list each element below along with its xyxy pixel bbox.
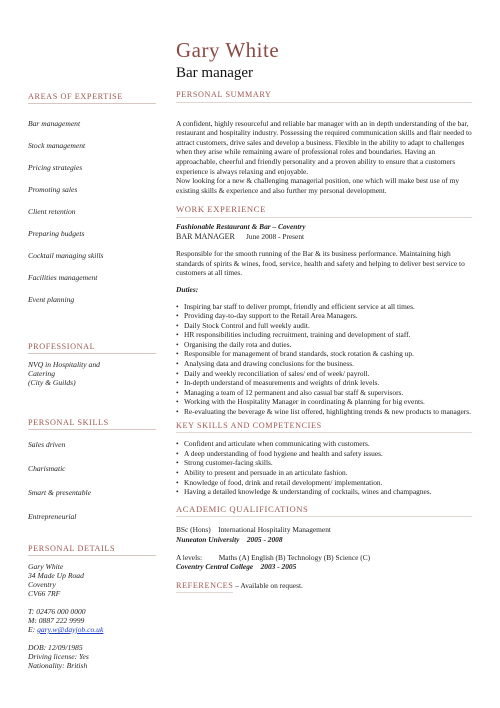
areas-of-expertise-heading: AREAS OF EXPERTISE	[28, 92, 156, 104]
professional-line: (City & Guilds)	[28, 378, 76, 387]
contact-block	[28, 607, 156, 634]
duty-item: • Daily Stock Control and full weekly audit.	[176, 321, 472, 331]
duty-item: • Inspiring bar staff to deliver prompt, friendly and efficient service at all times.	[176, 302, 472, 312]
telephone: T: 02476 000 0000	[28, 607, 86, 616]
duty-item: • Daily and weekly reconciliation of sales/ end of week/ payroll.	[176, 369, 472, 379]
sidebar	[28, 92, 156, 670]
duty-item: • Responsible for management of brand standards, stock rotation & cashing up.	[176, 349, 472, 359]
duty-item: • Providing day-to-day support to the Retail Area Managers.	[176, 311, 472, 321]
expertise-item: Pricing strategies	[28, 163, 83, 172]
candidate-role: Bar manager	[176, 65, 254, 81]
address-line: Coventry	[28, 580, 56, 589]
personal-skills-list	[28, 440, 156, 532]
job-dates: June 2008 - Present	[246, 231, 305, 241]
main-content	[176, 90, 472, 590]
key-skill-item: • Confident and articulate when communicating with customers.	[176, 439, 472, 449]
key-skills-list	[176, 439, 472, 497]
personal-summary-heading: PERSONAL SUMMARY	[176, 90, 472, 103]
skill-item: Smart & presentable	[28, 488, 91, 497]
expertise-list	[28, 119, 156, 317]
references-row	[176, 581, 472, 591]
expertise-item: Bar management	[28, 119, 81, 128]
academic-heading: ACADEMIC QUALIFICATIONS	[176, 505, 472, 518]
university: Nuneaton University 2005 - 2008	[176, 534, 283, 544]
personal-details-heading: PERSONAL DETAILS	[28, 544, 156, 556]
job-title: BAR MANAGER	[176, 231, 235, 241]
driving-license: Driving license: Yes	[28, 652, 89, 661]
skill-item: Sales driven	[28, 440, 66, 449]
key-skill-item: • A deep understanding of food hygiene and health and safety issues.	[176, 449, 472, 459]
address-line: Gary White	[28, 562, 64, 571]
duty-item: • In-depth understand of measurements and weights of drink levels.	[176, 378, 472, 388]
skill-item: Entrepreneurial	[28, 512, 77, 521]
duties-list	[176, 302, 472, 417]
address-block	[28, 562, 156, 598]
mobile: M: 0887 222 9999	[28, 616, 85, 625]
job-title-row	[176, 232, 472, 242]
email-prefix: E:	[28, 625, 38, 634]
work-experience-heading: WORK EXPERIENCE	[176, 205, 472, 218]
personal-info-block	[28, 643, 156, 670]
expertise-item: Cocktail managing skills	[28, 251, 104, 260]
degree: BSc (Hons) International Hospitality Management	[176, 525, 331, 535]
email-link[interactable]: gary.w@dayjob.co.uk	[37, 625, 104, 634]
duty-item: • Re-evaluating the beverage & wine list offered, highlighting trends & new products to managers.	[176, 407, 472, 417]
personal-skills-heading: PERSONAL SKILLS	[28, 418, 156, 430]
key-skill-item: • Having a detailed knowledge & understanding of cocktails, wines and champagnes.	[176, 487, 472, 497]
duties-label: Duties:	[176, 284, 199, 294]
a-levels: A levels: Maths (A) English (B) Technology (B) Science (C)	[176, 552, 371, 562]
professional-line: Catering	[28, 369, 56, 378]
date-of-birth: DOB: 12/09/1985	[28, 643, 83, 652]
candidate-name: Gary White	[176, 38, 280, 62]
duty-item: • Working with the Hospitality Manager in coordinating & planning for big events.	[176, 397, 472, 407]
duty-item: • Organising the daily rota and duties.	[176, 340, 472, 350]
email-row	[28, 625, 156, 634]
address-line: 34 Made Up Road	[28, 571, 84, 580]
professional-qualification	[28, 360, 156, 387]
summary-paragraph: Now looking for a new & challenging managerial position, one which will make best use of my existing skills & experience and also further my personal development.	[176, 176, 460, 195]
duty-item: • HR responsibilities including recruitment, training and development of staff.	[176, 330, 472, 340]
expertise-item: Facilities management	[28, 273, 98, 282]
expertise-item: Event planning	[28, 295, 75, 304]
key-skill-item: • Strong customer-facing skills.	[176, 458, 472, 468]
skill-item: Charismatic	[28, 464, 66, 473]
duty-item: • Managing a team of 12 permanent and also casual bar staff & supervisors.	[176, 388, 472, 398]
address-line: CV66 7RF	[28, 589, 61, 598]
employer: Fashionable Restaurant & Bar – Coventry	[176, 221, 306, 231]
professional-line: NVQ in Hospitality and	[28, 360, 100, 369]
job-description: Responsible for the smooth running of the Bar & its business performance. Maintaining high standards of spirits & wines, food, service, health and safety and helping to deliver best service to customers at all times.	[176, 249, 465, 278]
key-skill-item: • Ability to present and persuade in an articulate fashion.	[176, 468, 472, 478]
expertise-item: Stock management	[28, 141, 86, 150]
college: Coventry Central College 2003 - 2005	[176, 562, 297, 572]
nationality: Nationality: British	[28, 661, 88, 670]
professional-heading: PROFESSIONAL	[28, 342, 156, 354]
key-skill-item: • Knowledge of food, drink and retail development/ implementation.	[176, 478, 472, 488]
expertise-item: Client retention	[28, 207, 76, 216]
expertise-item: Promoting sales	[28, 185, 78, 194]
references-heading: REFERENCES	[176, 581, 233, 593]
summary-paragraph: A confident, highly resourceful and reliable bar manager with an in depth understanding of the bar, restaurant and hospitality industry. Possessing the required communication skills and flair needed to attract customers, drive sales and develop a business. Flexible in the ability to adapt to challenges when they arise while remaining aware of professional roles and boundaries. Having an approachable, cheerful and friendly personality and a proven ability to ensure that a customers experience is always relaxing and enjoyable.	[176, 118, 472, 176]
expertise-item: Preparing budgets	[28, 229, 85, 238]
references-text: – Available on request.	[233, 580, 303, 590]
key-skills-heading: KEY SKILLS AND COMPETENCIES	[176, 421, 472, 434]
duty-item: • Analysing data and drawing conclusions for the business.	[176, 359, 472, 369]
